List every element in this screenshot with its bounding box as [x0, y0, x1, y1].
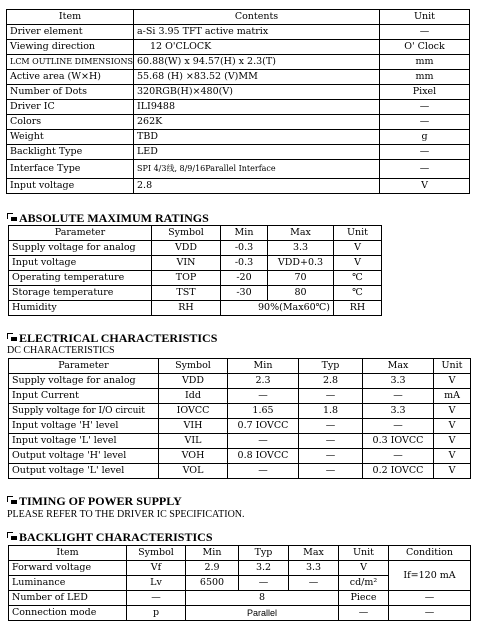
row-min: —: [228, 464, 299, 479]
row-item: Luminance: [9, 576, 127, 591]
row-unit: mm: [380, 55, 470, 70]
general-spec-table: [6, 9, 470, 194]
row-unit: V: [434, 449, 471, 464]
header-min: Min: [221, 226, 268, 241]
table-row: [9, 434, 471, 449]
row-typ: 1.8: [299, 404, 363, 419]
row-parameter: Input voltage: [9, 256, 152, 271]
row-typ: 3.2: [239, 561, 289, 576]
timing-title: [7, 494, 182, 508]
row-parameter: Input voltage 'H' level: [9, 419, 159, 434]
header-item: Item: [7, 10, 134, 25]
row-unit: V: [339, 561, 389, 576]
row-min: 0.8 IOVCC: [228, 449, 299, 464]
header-item: Item: [9, 546, 127, 561]
row-value: 262K: [134, 115, 380, 130]
table-header-row: [9, 546, 471, 561]
row-parameter: Storage temperature: [9, 286, 152, 301]
row-max: 0.2 IOVCC: [363, 464, 434, 479]
row-condition: —: [389, 591, 471, 606]
row-parameter: Supply voltage for analog: [9, 241, 152, 256]
row-min: -0.3: [221, 256, 268, 271]
section-title-text: BACKLIGHT CHARACTERISTICS: [19, 530, 213, 544]
row-unit: mm: [380, 70, 470, 85]
header-max: Max: [289, 546, 339, 561]
row-unit: V: [434, 419, 471, 434]
row-unit: ℃: [334, 271, 382, 286]
table-row: [9, 389, 471, 404]
header-typ: Typ: [239, 546, 289, 561]
row-value: 320RGB(H)×480(V): [134, 85, 380, 100]
row-value: 8: [186, 591, 339, 606]
header-min: Min: [228, 359, 299, 374]
row-symbol: RH: [152, 301, 221, 316]
header-parameter: Parameter: [9, 226, 152, 241]
header-unit: Unit: [339, 546, 389, 561]
row-max: —: [363, 389, 434, 404]
row-symbol: VOL: [159, 464, 228, 479]
section-title-text: ELECTRICAL CHARACTERISTICS: [19, 331, 218, 345]
table-row: [9, 419, 471, 434]
header-unit: Unit: [380, 10, 470, 25]
table-row: [9, 301, 382, 316]
section-marker-icon: [7, 532, 17, 540]
row-unit: Pixel: [380, 85, 470, 100]
row-unit: RH: [334, 301, 382, 316]
row-unit: V: [334, 241, 382, 256]
row-parameter: Humidity: [9, 301, 152, 316]
table-row: [7, 55, 470, 70]
row-unit: V: [434, 434, 471, 449]
row-min: —: [228, 389, 299, 404]
table-row: [9, 241, 382, 256]
row-symbol: p: [127, 606, 186, 621]
row-label: Viewing direction: [7, 40, 134, 55]
row-label: Weight: [7, 130, 134, 145]
row-item: Connection mode: [9, 606, 127, 621]
row-typ: —: [299, 419, 363, 434]
table-row: [7, 115, 470, 130]
row-min: -0.3: [221, 241, 268, 256]
row-unit: V: [434, 404, 471, 419]
row-unit: —: [380, 160, 470, 179]
table-row: [9, 464, 471, 479]
section-title-text: ABSOLUTE MAXIMUM RATINGS: [19, 211, 209, 225]
row-unit: —: [380, 145, 470, 160]
row-parameter: Supply voltage for I/O circuit: [9, 404, 159, 419]
table-row: [9, 606, 471, 621]
header-symbol: Symbol: [127, 546, 186, 561]
row-value: 55.68 (H) ×83.52 (V)MM: [134, 70, 380, 85]
row-label: Colors: [7, 115, 134, 130]
row-parameter: Supply voltage for analog: [9, 374, 159, 389]
row-unit: cd/m²: [339, 576, 389, 591]
header-max: Max: [363, 359, 434, 374]
row-symbol: Vf: [127, 561, 186, 576]
row-value: SPI 4/3线, 8/9/16Parallel Interface: [134, 160, 380, 179]
row-value: LED: [134, 145, 380, 160]
table-row: [7, 160, 470, 179]
section-title-text: TIMING OF POWER SUPPLY: [19, 494, 182, 508]
row-unit: —: [339, 606, 389, 621]
timing-note: PLEASE REFER TO THE DRIVER IC SPECIFICATION.: [7, 509, 245, 520]
absolute-ratings-table: [8, 225, 382, 316]
row-label: Backlight Type: [7, 145, 134, 160]
row-symbol: VIN: [152, 256, 221, 271]
row-max: 3.3: [363, 404, 434, 419]
row-min: 0.7 IOVCC: [228, 419, 299, 434]
header-parameter: Parameter: [9, 359, 159, 374]
row-symbol: VOH: [159, 449, 228, 464]
row-typ: —: [299, 449, 363, 464]
header-symbol: Symbol: [152, 226, 221, 241]
row-symbol: Idd: [159, 389, 228, 404]
row-unit: mA: [434, 389, 471, 404]
electrical-title: [7, 331, 217, 345]
row-min: —: [228, 434, 299, 449]
row-parameter: Input voltage 'L' level: [9, 434, 159, 449]
row-symbol: VIL: [159, 434, 228, 449]
row-max: 3.3: [268, 241, 334, 256]
row-label: Input voltage: [7, 179, 134, 194]
table-row: [7, 100, 470, 115]
table-row: [9, 561, 471, 576]
row-symbol: —: [127, 591, 186, 606]
table-row: [9, 256, 382, 271]
header-min: Min: [186, 546, 239, 561]
row-max: —: [289, 576, 339, 591]
table-row: [9, 286, 382, 301]
row-value: Parallel: [186, 606, 339, 621]
row-max: —: [363, 449, 434, 464]
table-header-row: [9, 359, 471, 374]
absolute-ratings-title: [7, 211, 209, 225]
row-max: 70: [268, 271, 334, 286]
row-symbol: VIH: [159, 419, 228, 434]
row-max: 0.3 IOVCC: [363, 434, 434, 449]
row-label: Interface Type: [7, 160, 134, 179]
row-min: -20: [221, 271, 268, 286]
electrical-table: [8, 358, 471, 479]
row-parameter: Output voltage 'H' level: [9, 449, 159, 464]
table-row: [7, 179, 470, 194]
row-label: Driver IC: [7, 100, 134, 115]
section-marker-icon: [7, 333, 17, 341]
header-max: Max: [268, 226, 334, 241]
row-symbol: TOP: [152, 271, 221, 286]
row-label: Driver element: [7, 25, 134, 40]
row-unit: V: [380, 179, 470, 194]
row-typ: —: [239, 576, 289, 591]
section-marker-icon: [7, 496, 17, 504]
row-unit: V: [434, 374, 471, 389]
row-unit: —: [380, 25, 470, 40]
row-min: -30: [221, 286, 268, 301]
header-unit: Unit: [334, 226, 382, 241]
row-max: VDD+0.3: [268, 256, 334, 271]
table-row: [7, 25, 470, 40]
table-row: [7, 40, 470, 55]
row-min: 6500: [186, 576, 239, 591]
header-symbol: Symbol: [159, 359, 228, 374]
row-label: Active area (W×H): [7, 70, 134, 85]
table-row: [9, 404, 471, 419]
row-unit: Piece: [339, 591, 389, 606]
row-range: 90%(Max60℃): [221, 301, 334, 316]
row-min: 2.9: [186, 561, 239, 576]
row-value: 2.8: [134, 179, 380, 194]
row-symbol: VDD: [152, 241, 221, 256]
row-typ: 2.8: [299, 374, 363, 389]
backlight-title: [7, 530, 213, 544]
row-typ: —: [299, 464, 363, 479]
row-value: a-Si 3.95 TFT active matrix: [134, 25, 380, 40]
table-header-row: [7, 10, 470, 25]
table-row: [9, 591, 471, 606]
table-row: [7, 145, 470, 160]
row-unit: —: [380, 100, 470, 115]
row-symbol: IOVCC: [159, 404, 228, 419]
table-row: [9, 374, 471, 389]
backlight-table: [8, 545, 471, 621]
row-min: 1.65: [228, 404, 299, 419]
row-max: 3.3: [363, 374, 434, 389]
row-item: Forward voltage: [9, 561, 127, 576]
row-unit: g: [380, 130, 470, 145]
table-header-row: [9, 226, 382, 241]
row-parameter: Input Current: [9, 389, 159, 404]
row-label: Number of Dots: [7, 85, 134, 100]
row-label: LCM OUTLINE DIMENSIONS: [7, 55, 134, 70]
row-item: Number of LED: [9, 591, 127, 606]
table-row: [7, 130, 470, 145]
row-value: 60.88(W) x 94.57(H) x 2.3(T): [134, 55, 380, 70]
table-row: [9, 449, 471, 464]
row-condition: If=120 mA: [389, 561, 471, 591]
row-unit: V: [434, 464, 471, 479]
row-unit: V: [334, 256, 382, 271]
row-value: TBD: [134, 130, 380, 145]
row-condition: —: [389, 606, 471, 621]
row-max: —: [363, 419, 434, 434]
row-typ: —: [299, 434, 363, 449]
table-row: [7, 85, 470, 100]
row-min: 2.3: [228, 374, 299, 389]
section-marker-icon: [7, 213, 17, 221]
row-unit: ℃: [334, 286, 382, 301]
row-max: 80: [268, 286, 334, 301]
header-condition: Condition: [389, 546, 471, 561]
table-row: [7, 70, 470, 85]
row-value: 12 O'CLOCK: [134, 40, 380, 55]
table-row: [9, 271, 382, 286]
row-max: 3.3: [289, 561, 339, 576]
row-symbol: VDD: [159, 374, 228, 389]
row-unit: —: [380, 115, 470, 130]
dc-characteristics-subtitle: DC CHARACTERISTICS: [7, 345, 115, 356]
row-typ: —: [299, 389, 363, 404]
row-unit: O' Clock: [380, 40, 470, 55]
header-contents: Contents: [134, 10, 380, 25]
row-value: ILI9488: [134, 100, 380, 115]
row-symbol: TST: [152, 286, 221, 301]
row-parameter: Output voltage 'L' level: [9, 464, 159, 479]
header-typ: Typ: [299, 359, 363, 374]
row-symbol: Lv: [127, 576, 186, 591]
row-parameter: Operating temperature: [9, 271, 152, 286]
header-unit: Unit: [434, 359, 471, 374]
